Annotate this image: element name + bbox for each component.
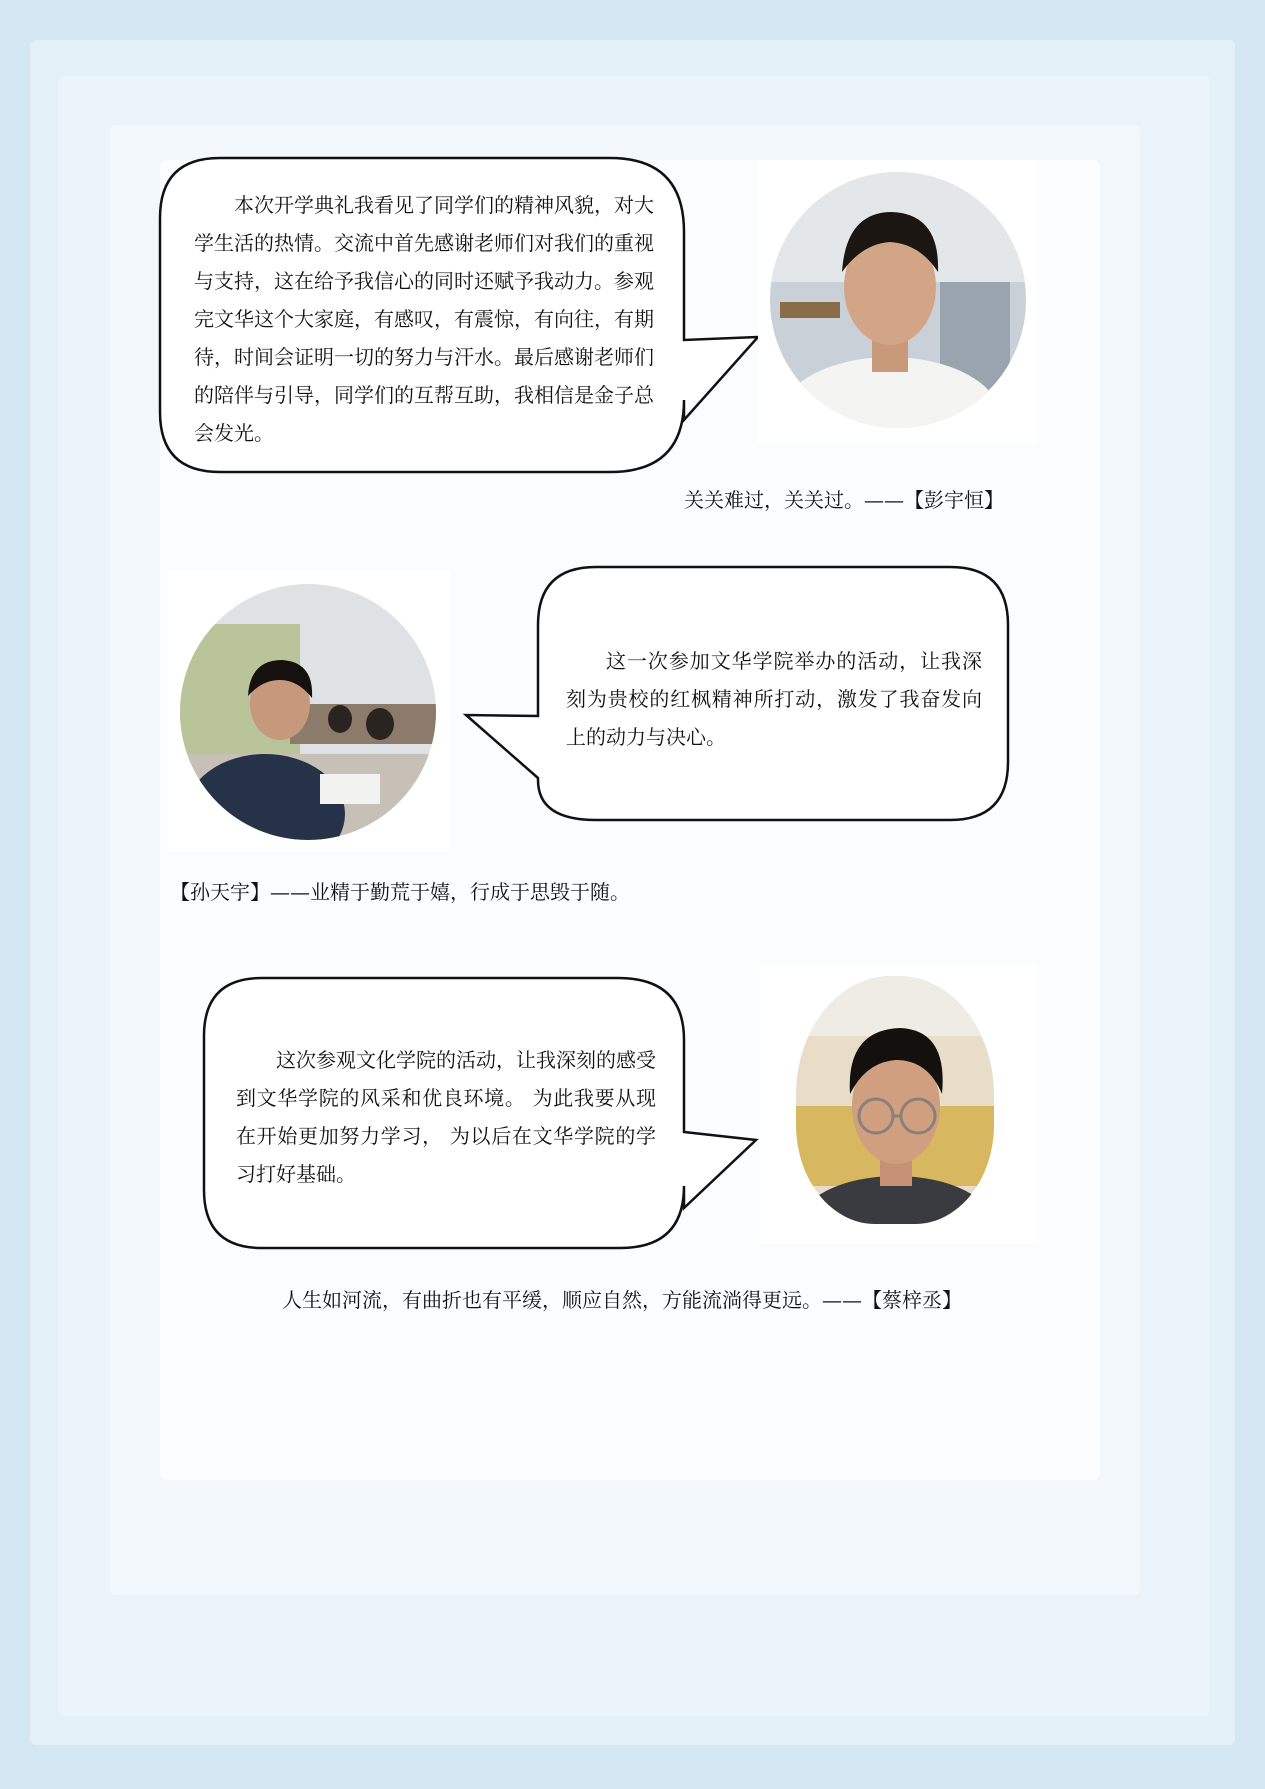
portrait-photo-2 <box>180 584 436 840</box>
portrait-photo-1 <box>770 172 1026 428</box>
caption-3: 人生如河流，有曲折也有平缓，顺应自然，方能流淌得更远。——【蔡梓丞】 <box>282 1288 962 1312</box>
photo-frame-3 <box>760 966 1038 1244</box>
testimonial-text-1: 本次开学典礼我看见了同学们的精神风貌，对大学生活的热情。交流中首先感谢老师们对我们的重视与支持，这在给予我信心的同时还赋予我动力。参观完文华这个大家庭，有感叹，有震惊，有向往，有期待，时间会证明一切的努力与汗水。最后感谢老师们的陪伴与引导，同学们的互帮互助，我相信是金子总会发光。 <box>194 193 654 445</box>
caption-2: 【孙天宇】——业精于勤荒于嬉，行成于思毁于随。 <box>170 880 630 904</box>
caption-1: 关关难过，关关过。——【彭宇恒】 <box>684 488 1004 512</box>
portrait-photo-3 <box>796 976 994 1224</box>
photo-frame-1 <box>758 160 1038 442</box>
testimonial-text-2: 这一次参加文华学院举办的活动，让我深刻为贵校的红枫精神所打动，激发了我奋发向上的动力与决心。 <box>566 649 982 749</box>
testimonial-text-3: 这次参观文化学院的活动，让我深刻的感受到文华学院的风采和优良环境。 为此我要从现在开始更加努力学习， 为以后在文华学院的学习打好基础。 <box>236 1048 656 1186</box>
photo-frame-2 <box>168 570 450 852</box>
